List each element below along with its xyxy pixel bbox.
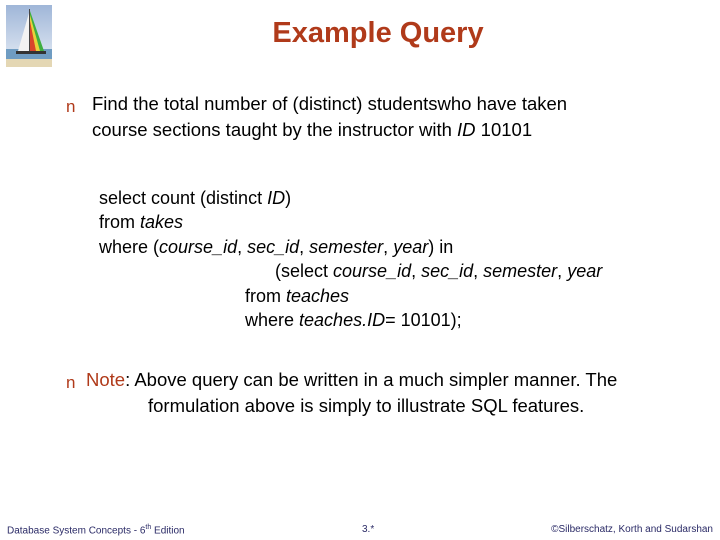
sql-italic: sec_id — [421, 261, 474, 282]
sql-line — [99, 210, 602, 234]
bullet-marker: n — [66, 373, 76, 392]
sql-italic: semester — [483, 261, 558, 282]
sql-line — [99, 235, 602, 259]
sql-italic: takes — [140, 212, 184, 233]
footer-left-text: Database System Concepts - 6 — [7, 525, 146, 537]
footer-right: ©Silberschatz, Korth and Sudarshan — [551, 524, 713, 535]
bullet-line1-text: Find the total number of (distinct) studentswho have taken — [92, 93, 568, 114]
bullet-line2-suffix: 10101 — [475, 119, 533, 140]
footer-left — [7, 524, 185, 536]
sql-italic: ID — [267, 188, 286, 208]
note-line2-text: formulation above is simply to illustrate SQL features. — [148, 395, 585, 416]
sql-line — [99, 284, 602, 308]
bullet-line2-italic: ID — [457, 119, 476, 140]
sql-text: , — [237, 236, 248, 257]
sql-text: where ( — [99, 236, 160, 257]
footer-page-number: 3.* — [362, 524, 375, 535]
sql-line — [99, 308, 602, 332]
bullet-text — [92, 91, 567, 143]
sql-text: select count (distinct — [99, 188, 268, 208]
bullet-line2-text: course sections taught by the instructor with — [92, 119, 458, 140]
sql-text: , — [473, 261, 484, 282]
sql-text: , — [557, 261, 568, 282]
sql-line — [99, 186, 602, 210]
sql-text: , — [299, 236, 310, 257]
sql-italic: year — [567, 261, 603, 282]
sql-italic: course_id — [333, 261, 412, 282]
sql-italic: year — [393, 236, 429, 257]
sql-text: from — [245, 285, 287, 306]
sql-text: where — [245, 309, 300, 330]
sql-query-block — [99, 186, 602, 332]
bullet-marker: n — [66, 97, 76, 116]
sql-italic: course_id — [159, 236, 238, 257]
sql-text: ) — [285, 188, 292, 208]
sql-italic: teaches — [286, 285, 350, 306]
footer-left-sup: th — [145, 524, 152, 531]
footer-left-end: Edition — [151, 525, 185, 537]
sql-line — [99, 259, 602, 283]
note-label: Note — [86, 369, 126, 390]
sql-text: = 10101); — [385, 309, 462, 330]
note-line — [86, 367, 617, 393]
note-line1-text: : Above query can be written in a much simpler manner. The — [125, 369, 618, 390]
sql-text: , — [383, 236, 394, 257]
bullet-line — [92, 91, 567, 117]
sql-italic: teaches.ID — [299, 309, 386, 330]
sql-text: , — [411, 261, 422, 282]
sql-text: from — [99, 212, 141, 233]
bullet-line — [92, 117, 567, 143]
slide-title: Example Query — [272, 17, 484, 49]
note-text — [86, 367, 617, 419]
sql-italic: sec_id — [247, 236, 300, 257]
sql-text: (select — [275, 261, 334, 282]
note-line — [86, 393, 617, 419]
sql-text: ) in — [428, 236, 454, 257]
sql-italic: semester — [309, 236, 384, 257]
